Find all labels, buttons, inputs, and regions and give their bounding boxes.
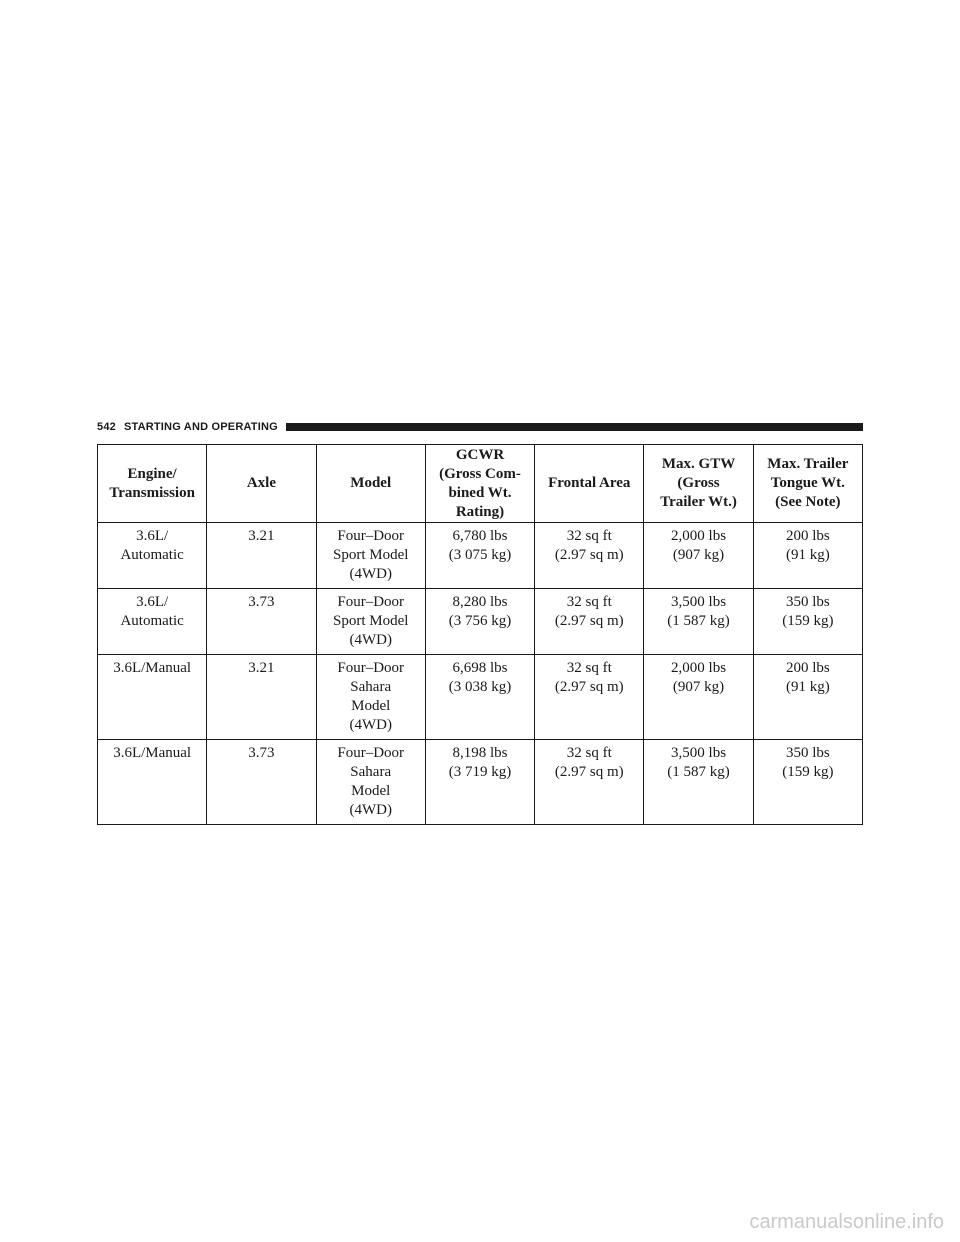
table-cell-max-tongue-wt: 350 lbs (159 kg) bbox=[753, 589, 862, 655]
table-cell-max-tongue-wt: 350 lbs (159 kg) bbox=[753, 740, 862, 825]
column-header-axle: Axle bbox=[207, 445, 316, 523]
table-cell-gcwr: 8,198 lbs (3 719 kg) bbox=[425, 740, 534, 825]
table-cell-gcwr: 6,698 lbs (3 038 kg) bbox=[425, 655, 534, 740]
table-cell-model: Four–Door Sahara Model (4WD) bbox=[316, 740, 425, 825]
table-cell-max-tongue-wt: 200 lbs (91 kg) bbox=[753, 523, 862, 589]
table-cell-frontal-area: 32 sq ft (2.97 sq m) bbox=[535, 523, 644, 589]
table-cell-model: Four–Door Sport Model (4WD) bbox=[316, 523, 425, 589]
column-header-max-gtw: Max. GTW (Gross Trailer Wt.) bbox=[644, 445, 753, 523]
table-header-row bbox=[98, 445, 863, 523]
column-header-frontal-area: Frontal Area bbox=[535, 445, 644, 523]
table-cell-axle: 3.73 bbox=[207, 589, 316, 655]
table-row bbox=[98, 523, 863, 589]
section-title: STARTING AND OPERATING bbox=[123, 421, 278, 433]
table-row bbox=[98, 740, 863, 825]
table-cell-max-gtw: 2,000 lbs (907 kg) bbox=[644, 655, 753, 740]
table-cell-max-gtw: 3,500 lbs (1 587 kg) bbox=[644, 589, 753, 655]
table-cell-model: Four–Door Sport Model (4WD) bbox=[316, 589, 425, 655]
table-cell-engine: 3.6L/ Automatic bbox=[98, 589, 207, 655]
table-row bbox=[98, 655, 863, 740]
table-cell-gcwr: 6,780 lbs (3 075 kg) bbox=[425, 523, 534, 589]
table-cell-model: Four–Door Sahara Model (4WD) bbox=[316, 655, 425, 740]
table-cell-engine: 3.6L/Manual bbox=[98, 655, 207, 740]
trailer-towing-table bbox=[97, 444, 863, 825]
table-cell-max-gtw: 2,000 lbs (907 kg) bbox=[644, 523, 753, 589]
page-number: 542 bbox=[97, 421, 116, 433]
table-row bbox=[98, 589, 863, 655]
column-header-engine-transmission: Engine/ Transmission bbox=[98, 445, 207, 523]
watermark-text: carmanualsonline.info bbox=[749, 1211, 944, 1233]
table-cell-engine: 3.6L/ Automatic bbox=[98, 523, 207, 589]
table-cell-engine: 3.6L/Manual bbox=[98, 740, 207, 825]
page-header bbox=[97, 419, 863, 435]
table-cell-frontal-area: 32 sq ft (2.97 sq m) bbox=[535, 589, 644, 655]
table-cell-frontal-area: 32 sq ft (2.97 sq m) bbox=[535, 655, 644, 740]
table-cell-axle: 3.21 bbox=[207, 523, 316, 589]
column-header-model: Model bbox=[316, 445, 425, 523]
table-cell-max-tongue-wt: 200 lbs (91 kg) bbox=[753, 655, 862, 740]
table-cell-gcwr: 8,280 lbs (3 756 kg) bbox=[425, 589, 534, 655]
column-header-max-tongue-wt: Max. Trailer Tongue Wt. (See Note) bbox=[753, 445, 862, 523]
header-rule bbox=[286, 423, 863, 431]
table-cell-max-gtw: 3,500 lbs (1 587 kg) bbox=[644, 740, 753, 825]
table-cell-axle: 3.21 bbox=[207, 655, 316, 740]
table-cell-axle: 3.73 bbox=[207, 740, 316, 825]
column-header-gcwr: GCWR (Gross Com- bined Wt. Rating) bbox=[425, 445, 534, 523]
table-cell-frontal-area: 32 sq ft (2.97 sq m) bbox=[535, 740, 644, 825]
